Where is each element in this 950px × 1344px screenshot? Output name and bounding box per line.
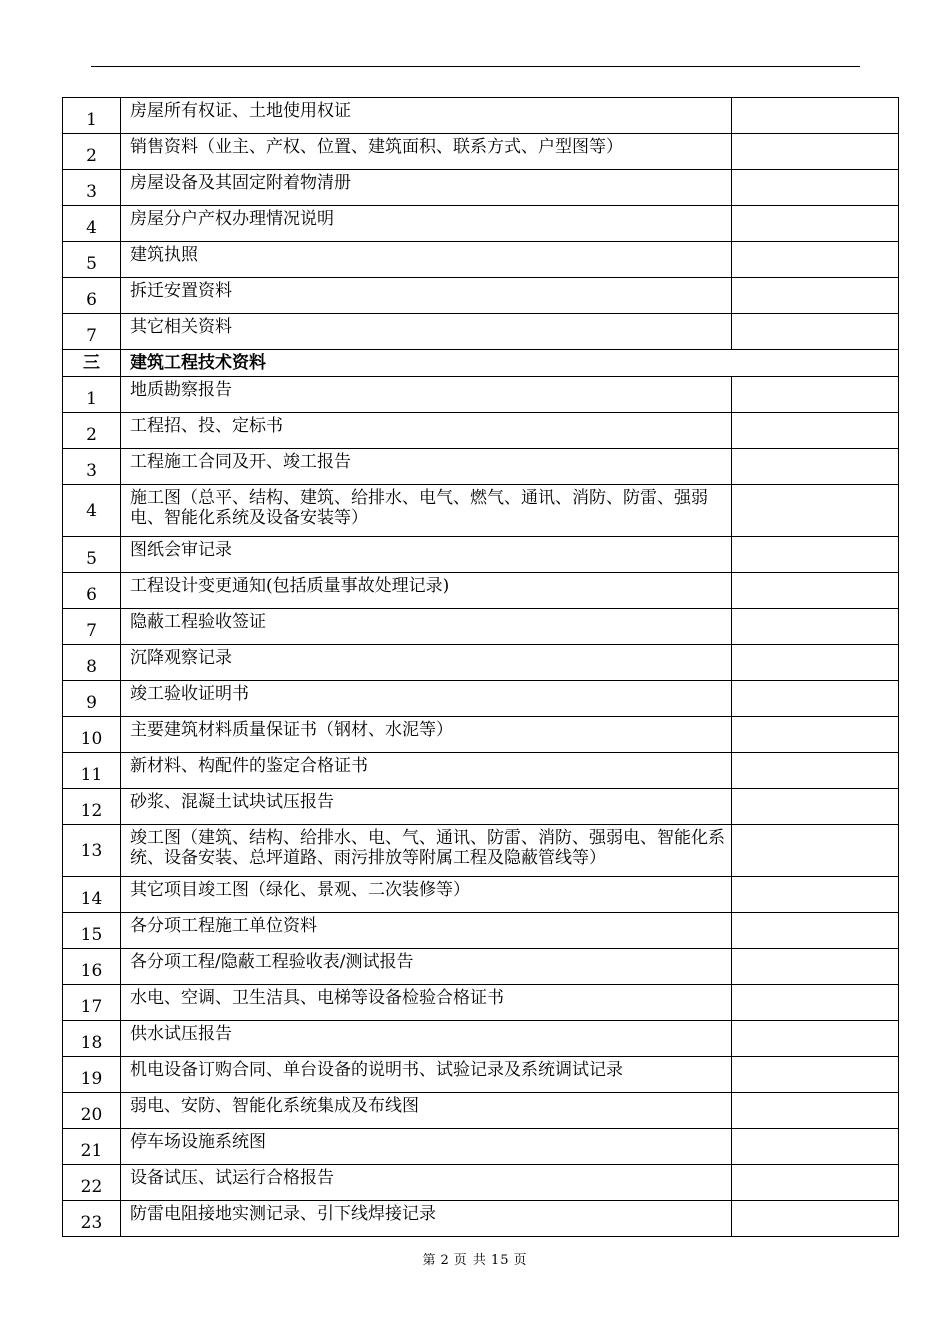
row-number: 21 bbox=[63, 1129, 121, 1165]
row-blank-cell bbox=[732, 98, 899, 134]
row-item-text: 图纸会审记录 bbox=[121, 537, 732, 573]
row-blank-cell bbox=[732, 278, 899, 314]
row-number: 2 bbox=[63, 413, 121, 449]
row-number: 4 bbox=[63, 206, 121, 242]
row-item-text: 弱电、安防、智能化系统集成及布线图 bbox=[121, 1093, 732, 1129]
table-row bbox=[63, 609, 899, 645]
row-item-text: 工程招、投、定标书 bbox=[121, 413, 732, 449]
row-item-text: 沉降观察记录 bbox=[121, 645, 732, 681]
table-row bbox=[63, 573, 899, 609]
row-item-text: 房屋所有权证、土地使用权证 bbox=[121, 98, 732, 134]
row-blank-cell bbox=[732, 789, 899, 825]
footer-total-pages: 15 bbox=[490, 1253, 510, 1268]
row-number: 8 bbox=[63, 645, 121, 681]
row-number: 7 bbox=[63, 609, 121, 645]
section-header-row bbox=[63, 350, 899, 377]
row-number: 1 bbox=[63, 98, 121, 134]
row-blank-cell bbox=[732, 242, 899, 278]
row-number: 10 bbox=[63, 717, 121, 753]
row-blank-cell bbox=[732, 949, 899, 985]
header-rule bbox=[91, 66, 860, 67]
table-row bbox=[63, 377, 899, 413]
table-row bbox=[63, 449, 899, 485]
row-blank-cell bbox=[732, 449, 899, 485]
row-blank-cell bbox=[732, 1057, 899, 1093]
row-item-text: 其它项目竣工图（绿化、景观、二次装修等） bbox=[121, 877, 732, 913]
row-item-text: 工程设计变更通知(包括质量事故处理记录) bbox=[121, 573, 732, 609]
row-number: 16 bbox=[63, 949, 121, 985]
row-number: 1 bbox=[63, 377, 121, 413]
table-row bbox=[63, 877, 899, 913]
table-row bbox=[63, 681, 899, 717]
table-row bbox=[63, 413, 899, 449]
row-blank-cell bbox=[732, 877, 899, 913]
page-footer bbox=[0, 1249, 950, 1268]
table-row bbox=[63, 717, 899, 753]
row-blank-cell bbox=[732, 170, 899, 206]
row-number: 7 bbox=[63, 314, 121, 350]
row-blank-cell bbox=[732, 537, 899, 573]
table-row bbox=[63, 1093, 899, 1129]
row-number: 22 bbox=[63, 1165, 121, 1201]
table-row bbox=[63, 170, 899, 206]
row-blank-cell bbox=[732, 913, 899, 949]
table-row bbox=[63, 913, 899, 949]
table-row bbox=[63, 985, 899, 1021]
row-item-text: 各分项工程/隐蔽工程验收表/测试报告 bbox=[121, 949, 732, 985]
row-blank-cell bbox=[732, 206, 899, 242]
row-blank-cell bbox=[732, 825, 899, 877]
table-row bbox=[63, 1129, 899, 1165]
row-item-text: 机电设备订购合同、单台设备的说明书、试验记录及系统调试记录 bbox=[121, 1057, 732, 1093]
section-number: 三 bbox=[63, 350, 121, 377]
footer-suffix: 页 bbox=[513, 1253, 528, 1268]
row-number: 9 bbox=[63, 681, 121, 717]
row-number: 14 bbox=[63, 877, 121, 913]
table-row bbox=[63, 825, 899, 877]
row-number: 6 bbox=[63, 278, 121, 314]
table-row bbox=[63, 242, 899, 278]
table-row bbox=[63, 485, 899, 537]
row-blank-cell bbox=[732, 985, 899, 1021]
row-item-text: 各分项工程施工单位资料 bbox=[121, 913, 732, 949]
row-blank-cell bbox=[732, 753, 899, 789]
row-number: 13 bbox=[63, 825, 121, 877]
row-number: 2 bbox=[63, 134, 121, 170]
row-blank-cell bbox=[732, 681, 899, 717]
row-number: 19 bbox=[63, 1057, 121, 1093]
row-blank-cell bbox=[732, 413, 899, 449]
footer-mid: 页 共 bbox=[453, 1253, 487, 1268]
footer-page-number: 2 bbox=[440, 1253, 450, 1268]
row-number: 23 bbox=[63, 1201, 121, 1237]
row-item-text: 砂浆、混凝土试块试压报告 bbox=[121, 789, 732, 825]
section-fill-cell bbox=[732, 350, 899, 377]
row-item-text: 施工图（总平、结构、建筑、给排水、电气、燃气、通讯、消防、防雷、强弱电、智能化系统及设备安装等） bbox=[121, 485, 732, 537]
row-item-text: 工程施工合同及开、竣工报告 bbox=[121, 449, 732, 485]
table-row bbox=[63, 98, 899, 134]
table-row bbox=[63, 789, 899, 825]
row-blank-cell bbox=[732, 1129, 899, 1165]
row-blank-cell bbox=[732, 573, 899, 609]
row-item-text: 供水试压报告 bbox=[121, 1021, 732, 1057]
row-blank-cell bbox=[732, 1201, 899, 1237]
table-row bbox=[63, 537, 899, 573]
row-item-text: 停车场设施系统图 bbox=[121, 1129, 732, 1165]
row-item-text: 设备试压、试运行合格报告 bbox=[121, 1165, 732, 1201]
row-blank-cell bbox=[732, 377, 899, 413]
row-blank-cell bbox=[732, 1093, 899, 1129]
row-item-text: 竣工图（建筑、结构、给排水、电、气、通讯、防雷、消防、强弱电、智能化系统、设备安装、总坪道路、雨污排放等附属工程及隐蔽管线等） bbox=[121, 825, 732, 877]
row-item-text: 其它相关资料 bbox=[121, 314, 732, 350]
row-item-text: 主要建筑材料质量保证书（钢材、水泥等） bbox=[121, 717, 732, 753]
row-item-text: 新材料、构配件的鉴定合格证书 bbox=[121, 753, 732, 789]
row-item-text: 建筑执照 bbox=[121, 242, 732, 278]
row-blank-cell bbox=[732, 717, 899, 753]
table-row bbox=[63, 134, 899, 170]
row-blank-cell bbox=[732, 1021, 899, 1057]
document-table bbox=[62, 97, 899, 1237]
table-body bbox=[63, 98, 899, 1237]
table-row bbox=[63, 949, 899, 985]
row-item-text: 地质勘察报告 bbox=[121, 377, 732, 413]
section-title: 建筑工程技术资料 bbox=[121, 350, 732, 377]
row-item-text: 竣工验收证明书 bbox=[121, 681, 732, 717]
table-row bbox=[63, 1057, 899, 1093]
row-number: 18 bbox=[63, 1021, 121, 1057]
row-number: 20 bbox=[63, 1093, 121, 1129]
row-blank-cell bbox=[732, 314, 899, 350]
row-number: 6 bbox=[63, 573, 121, 609]
table-row bbox=[63, 206, 899, 242]
table-row bbox=[63, 1201, 899, 1237]
row-number: 15 bbox=[63, 913, 121, 949]
table-row bbox=[63, 753, 899, 789]
row-number: 3 bbox=[63, 170, 121, 206]
row-item-text: 隐蔽工程验收签证 bbox=[121, 609, 732, 645]
row-item-text: 防雷电阻接地实测记录、引下线焊接记录 bbox=[121, 1201, 732, 1237]
row-number: 3 bbox=[63, 449, 121, 485]
row-blank-cell bbox=[732, 645, 899, 681]
row-number: 17 bbox=[63, 985, 121, 1021]
row-number: 11 bbox=[63, 753, 121, 789]
row-item-text: 水电、空调、卫生洁具、电梯等设备检验合格证书 bbox=[121, 985, 732, 1021]
table-row bbox=[63, 1165, 899, 1201]
row-number: 5 bbox=[63, 242, 121, 278]
table-row bbox=[63, 645, 899, 681]
row-number: 5 bbox=[63, 537, 121, 573]
row-item-text: 销售资料（业主、产权、位置、建筑面积、联系方式、户型图等） bbox=[121, 134, 732, 170]
row-blank-cell bbox=[732, 1165, 899, 1201]
row-blank-cell bbox=[732, 134, 899, 170]
row-item-text: 房屋设备及其固定附着物清册 bbox=[121, 170, 732, 206]
row-blank-cell bbox=[732, 485, 899, 537]
table-row bbox=[63, 278, 899, 314]
footer-prefix: 第 bbox=[422, 1253, 437, 1268]
row-number: 12 bbox=[63, 789, 121, 825]
table-row bbox=[63, 1021, 899, 1057]
table-row bbox=[63, 314, 899, 350]
row-item-text: 拆迁安置资料 bbox=[121, 278, 732, 314]
row-item-text: 房屋分户产权办理情况说明 bbox=[121, 206, 732, 242]
row-number: 4 bbox=[63, 485, 121, 537]
row-blank-cell bbox=[732, 609, 899, 645]
